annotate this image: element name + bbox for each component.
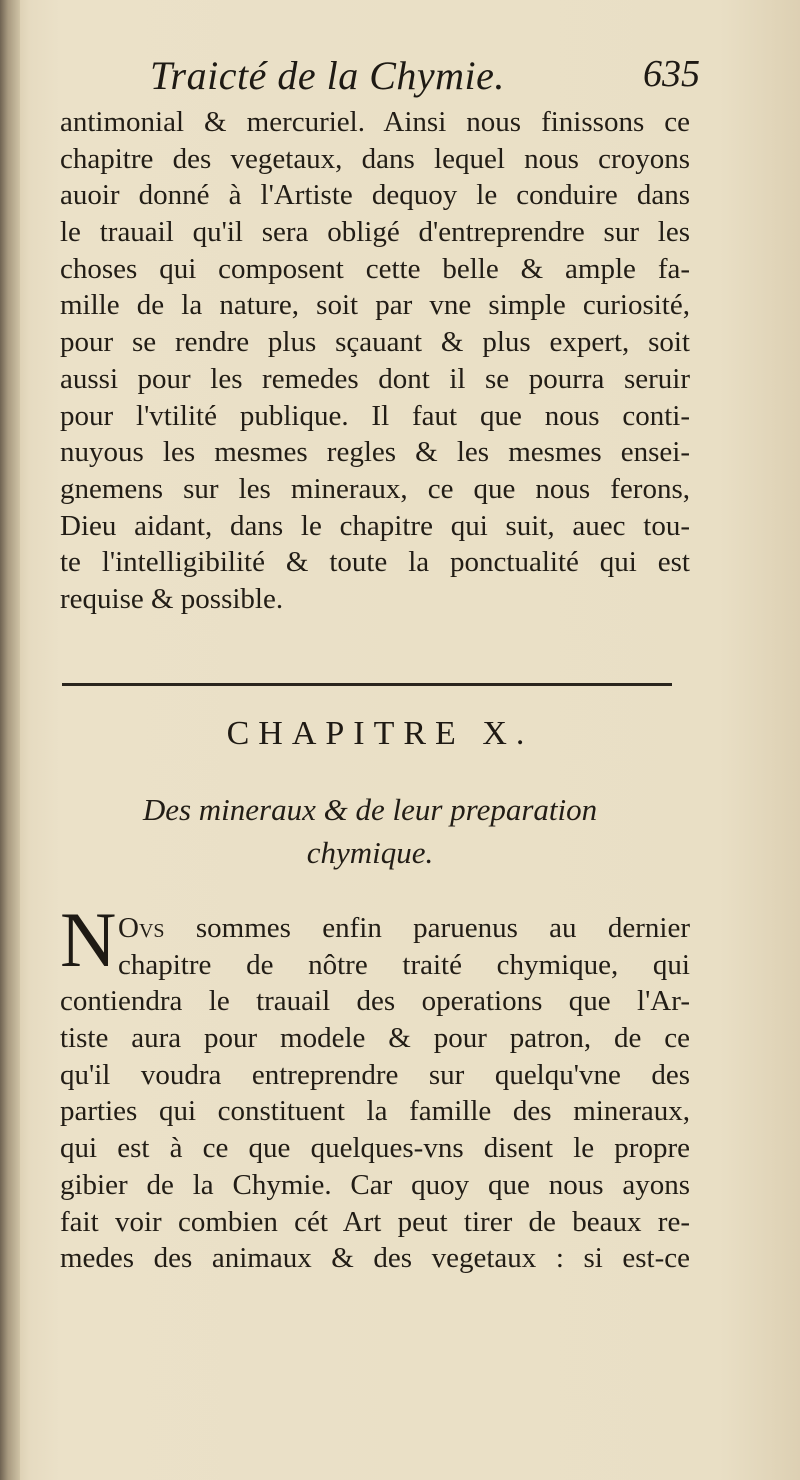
text-line: fait voir combien cét Art peut tirer de beaux re- — [60, 1205, 690, 1238]
drop-cap: N — [60, 896, 117, 983]
text-line-first — [60, 910, 690, 947]
text-line: te l'intelligibilité & toute la ponctualité qui est — [60, 546, 690, 579]
section-divider-rule — [62, 683, 672, 686]
text-line: choses qui composent cette belle & ample fa- — [60, 252, 690, 285]
text-line: mille de la nature, soit par vne simple curiosité, — [60, 289, 690, 322]
chapter-body-paragraph — [60, 910, 690, 1277]
first-word: Ovs — [118, 912, 165, 944]
chapter-subtitle-line-1: Des mineraux & de leur preparation — [142, 792, 598, 827]
text-line: antimonial & mercuriel. Ainsi nous finissons ce — [60, 106, 690, 138]
chapter-heading: CHAPITRE X. — [226, 715, 534, 752]
text-line: nuyous les mesmes regles & les mesmes ensei- — [60, 436, 690, 469]
text-line: contiendra le trauail des operations que l'Ar- — [60, 985, 690, 1018]
text-line: tiste aura pour modele & pour patron, de ce — [60, 1022, 690, 1055]
text-line: requise & possible. — [60, 582, 284, 615]
text-line: gibier de la Chymie. Car quoy que nous ayons — [60, 1168, 690, 1201]
chapter-subtitle-line-2: chymique. — [306, 835, 434, 870]
text-line: qu'il voudra entreprendre sur quelqu'vne des — [60, 1058, 690, 1091]
text-line: chapitre des vegetaux, dans lequel nous croyons — [60, 142, 690, 175]
text-line: auoir donné à l'Artiste dequoy le conduire dans — [60, 179, 690, 212]
page-number: 635 — [643, 53, 700, 95]
running-title: Traicté de la Chymie. — [150, 53, 505, 98]
first-line-rest: sommes enfin paruenus au dernier — [195, 912, 690, 944]
text-line: Dieu aidant, dans le chapitre qui suit, auec tou- — [60, 509, 690, 542]
text-line: pour l'vtilité publique. Il faut que nous conti- — [60, 399, 690, 432]
text-line: le trauail qu'il sera obligé d'entreprendre sur les — [60, 216, 690, 249]
text-line: pour se rendre plus sçauant & plus expert, soit — [60, 326, 690, 359]
text-line: gnemens sur les mineraux, ce que nous ferons, — [60, 472, 690, 505]
text-line: aussi pour les remedes dont il se pourra seruir — [60, 362, 690, 395]
text-line: parties qui constituent la famille des mineraux, — [60, 1095, 690, 1128]
continued-paragraph — [60, 104, 690, 618]
text-line: qui est à ce que quelques-vns disent le propre — [60, 1132, 690, 1165]
text-line: medes des animaux & des vegetaux : si est-ce — [60, 1242, 690, 1275]
page-header — [60, 52, 700, 102]
text-line: chapitre de nôtre traité chymique, qui — [118, 948, 690, 981]
